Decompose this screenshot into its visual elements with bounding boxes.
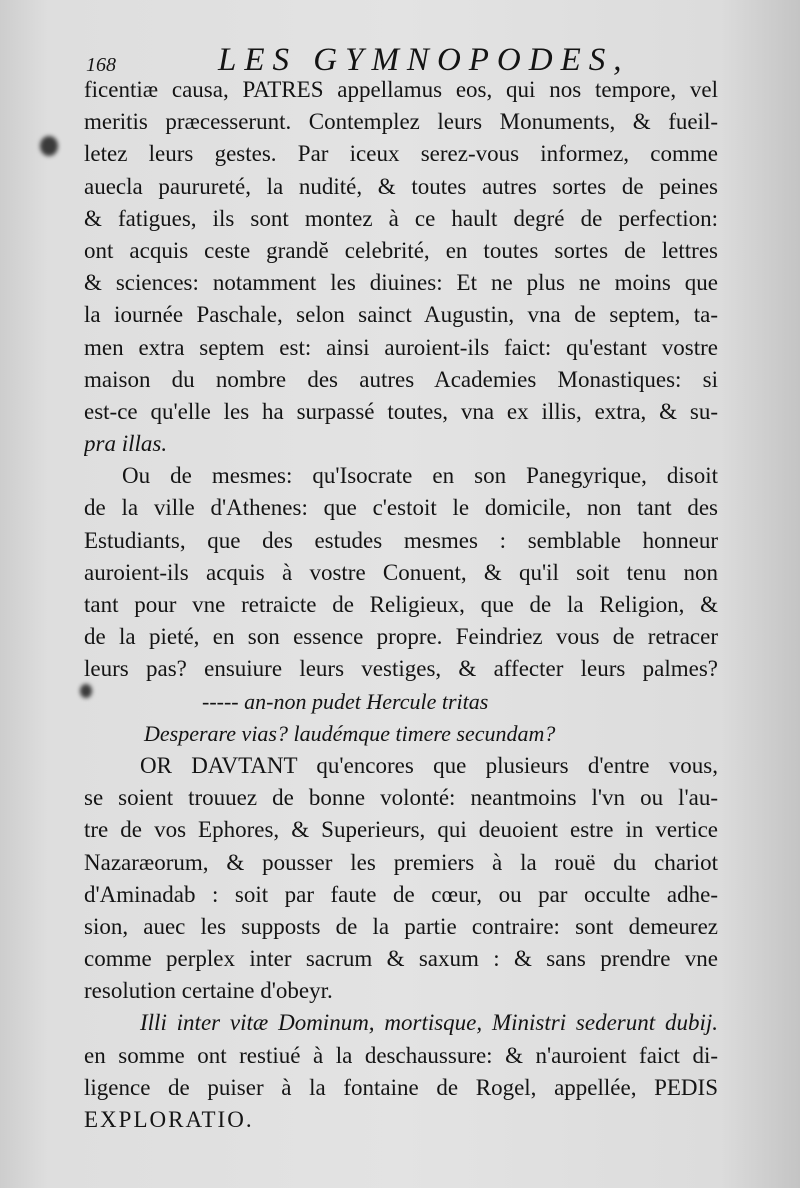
text-line: d'Aminadab : soit par faute de cœur, ou par occulte adhe- bbox=[84, 881, 718, 907]
text-line: Illi inter vitæ Dominum, mortisque, Ministri sederunt dubij. bbox=[140, 1010, 718, 1036]
body-text bbox=[84, 74, 718, 1136]
text-line: OR DAVTANT qu'encores que plusieurs d'entre vous, bbox=[140, 752, 718, 778]
text-line: men extra septem est: ainsi auroient-ils faict: qu'estant vostre bbox=[84, 334, 718, 360]
ink-spot bbox=[40, 136, 58, 156]
text-line: letez leurs gestes. Par iceux serez-vous informez, comme bbox=[84, 141, 718, 167]
text-line: en somme ont restiué à la deschaussure: & n'auroient faict di- bbox=[84, 1042, 718, 1068]
text-line: sion, auec les supposts de la partie contraire: sont demeurez bbox=[84, 913, 718, 939]
text-line: de la ville d'Athenes: que c'estoit le domicile, non tant des bbox=[84, 495, 718, 521]
text-line: ficentiæ causa, PATRES appellamus eos, qui nos tempore, vel bbox=[84, 77, 718, 102]
text-line: tre de vos Ephores, & Superieurs, qui deuoient estre in vertice bbox=[84, 817, 718, 843]
text-line: auecla paurureté, la nudité, & toutes autres sortes de peines bbox=[84, 173, 718, 199]
text-line: de la pieté, en son essence propre. Feindriez vous de retracer bbox=[84, 624, 718, 650]
text-line: pra illas. bbox=[84, 431, 168, 457]
text-line: est-ce qu'elle les ha surpassé toutes, vna ex illis, extra, & su- bbox=[84, 398, 718, 424]
verse-line: ----- an-non pudet Hercule tritas bbox=[202, 688, 489, 714]
text-line: maison du nombre des autres Academies Monastiques: si bbox=[84, 366, 718, 392]
text-line: se soient trouuez de bonne volonté: neantmoins l'vn ou l'au- bbox=[84, 785, 718, 811]
text-line: la iournée Paschale, selon sainct Augustin, vna de septem, ta- bbox=[84, 302, 718, 328]
text-line: & fatigues, ils sont montez à ce hault degré de perfection: bbox=[84, 205, 718, 231]
text-line: comme perplex inter sacrum & saxum : & sans prendre vne bbox=[84, 946, 718, 972]
running-title: LES GYMNOPODES, bbox=[218, 42, 630, 78]
text-line: leurs pas? ensuiure leurs vestiges, & affecter leurs palmes? bbox=[84, 656, 718, 682]
verse-line: Desperare vias? laudémque timere secundam? bbox=[144, 720, 556, 746]
text-line: Ou de mesmes: qu'Isocrate en son Panegyrique, disoit bbox=[122, 463, 718, 489]
text-line: auroient-ils acquis à vostre Conuent, & qu'il soit tenu non bbox=[84, 559, 718, 585]
text-line: ont acquis ceste grandĕ celebrité, en toutes sortes de lettres bbox=[84, 237, 718, 263]
text-line: tant pour vne retraicte de Religieux, que de la Religion, & bbox=[84, 592, 718, 617]
text-line: & sciences: notamment les diuines: Et ne plus ne moins que bbox=[84, 270, 718, 296]
page-number: 168 bbox=[86, 54, 116, 76]
text-line: Nazaræorum, & pousser les premiers à la rouë du chariot bbox=[84, 849, 718, 875]
text-line: ligence de puiser à la fontaine de Rogel, appellée, PEDIS bbox=[84, 1074, 718, 1100]
text-line: meritis præcesserunt. Contemplez leurs Monuments, & fueil- bbox=[84, 109, 718, 135]
text-line: Estudiants, que des estudes mesmes : semblable honneur bbox=[84, 527, 718, 553]
text-line: EXPLORATIO. bbox=[84, 1107, 254, 1132]
text-line: resolution certaine d'obeyr. bbox=[84, 978, 333, 1004]
